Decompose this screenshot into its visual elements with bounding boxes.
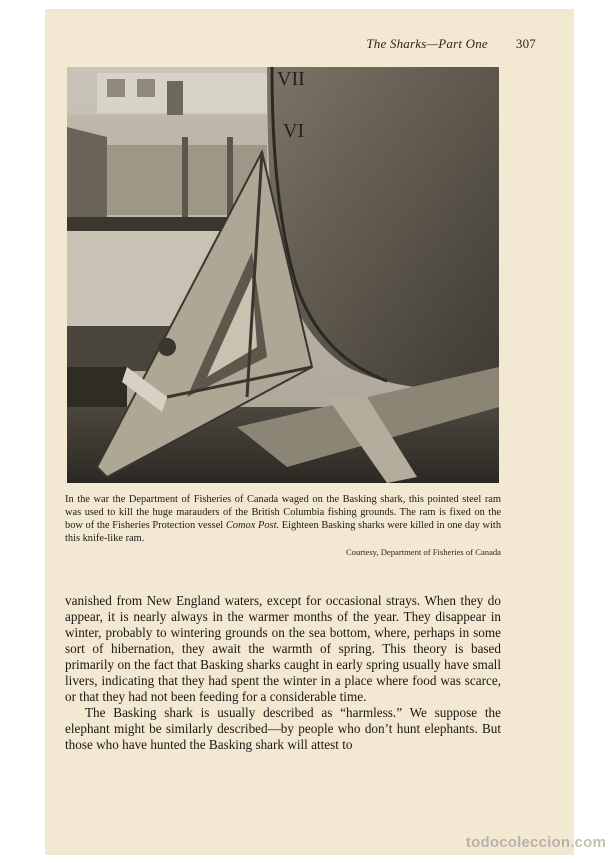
- paragraph: vanished from New England waters, except for occasional strays. When they do appear, it is nearly always in the warmer months of the year. They disappear in winter, probably to wintering grounds on the sea bottom, where, perhaps in some sort of hibernation, they await the warmth of spring. This theory is based primarily on the fact that Basking sharks caught in early spring usually have small livers, indicating that they had spent the winter in a place where food was scarce, or that they had not been feeding for a considerable time.: [65, 593, 501, 704]
- caption-line-4: Eighteen Basking sharks were killed in one day with this knife-like ram.: [65, 520, 502, 544]
- watermark-brand: todocoleccion: [465, 834, 571, 851]
- ship-ram-photo: [67, 67, 499, 483]
- caption-line-2: pointed steel ram was used to kill the huge marauders of the British Columbia fishing: [65, 494, 501, 518]
- hull-numeral-lower: VI: [283, 120, 305, 142]
- book-page: [45, 9, 574, 855]
- site-watermark: [466, 834, 606, 851]
- photo-caption: [65, 493, 501, 559]
- photo-illustration: [67, 67, 499, 483]
- hull-numeral-upper: VII: [277, 68, 305, 90]
- caption-line-3: grounds. The ram is fixed on the bow of the Fisheries Protection vessel: [65, 507, 502, 531]
- photo-credit: Courtesy, Department of Fisheries of Canada: [345, 547, 501, 557]
- body-text: [65, 593, 501, 753]
- page-number: 307: [515, 36, 536, 51]
- vessel-name: Comox Post.: [225, 520, 280, 531]
- paragraph: The Basking shark is usually described as “harmless.” We suppose the elephant might be similarly described—by people who don’t hunt elephants. But those who have hunted the Basking shark will attest to: [65, 705, 501, 752]
- caption-line-1: In the war the Department of Fisheries of Canada waged on the Basking shark, this: [65, 494, 424, 505]
- watermark-tld: .com: [570, 834, 606, 851]
- running-title: The Sharks—Part One: [366, 36, 488, 51]
- running-header: [366, 36, 536, 52]
